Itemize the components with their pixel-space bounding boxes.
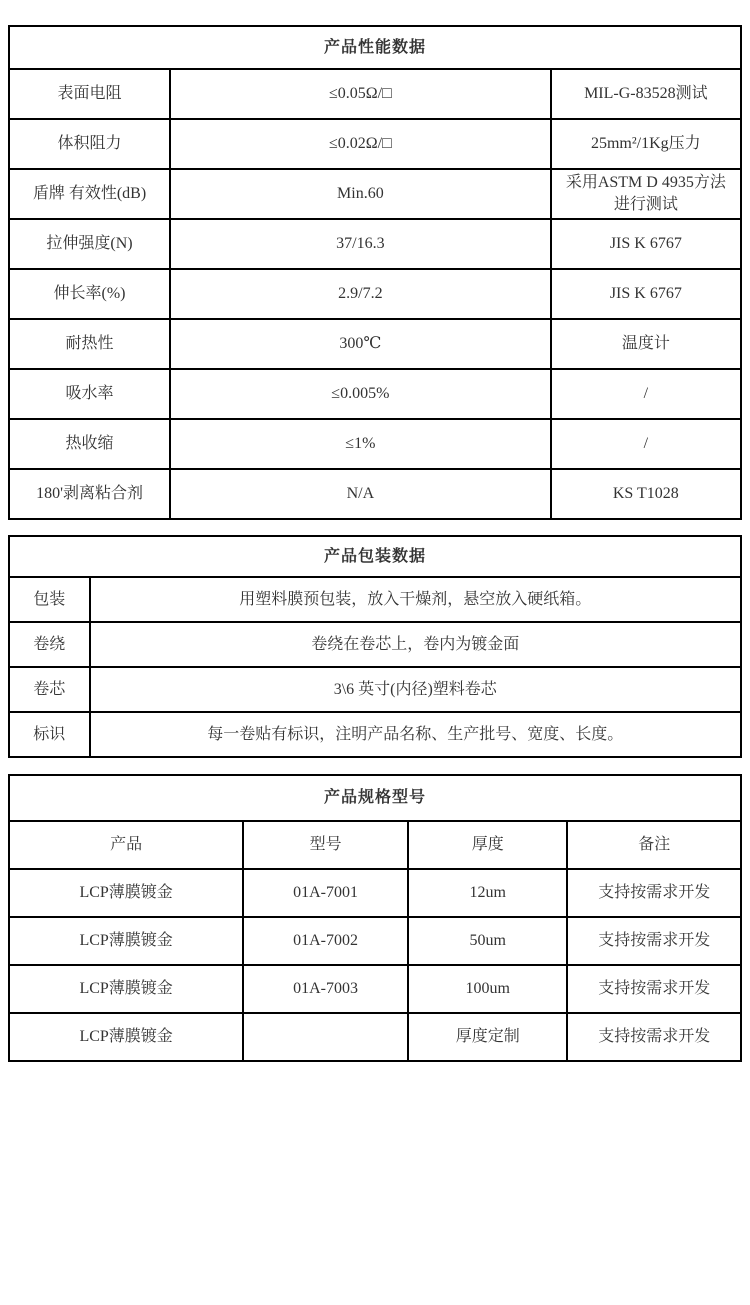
remark-cell: 支持按需求开发 — [567, 869, 741, 917]
property-name-cell: 卷芯 — [9, 667, 90, 712]
column-header-model: 型号 — [243, 821, 408, 869]
property-value-cell: ≤0.02Ω/□ — [170, 119, 551, 169]
table-row — [9, 369, 741, 419]
remark-cell: 支持按需求开发 — [567, 1013, 741, 1061]
model-cell: 01A-7001 — [243, 869, 408, 917]
table-row — [9, 419, 741, 469]
property-name-cell: 体积阻力 — [9, 119, 170, 169]
product-cell: LCP薄膜镀金 — [9, 917, 243, 965]
table-row — [9, 869, 741, 917]
table-row — [9, 69, 741, 119]
property-name-cell: 卷绕 — [9, 622, 90, 667]
spec-table-title: 产品规格型号 — [9, 775, 741, 821]
remark-cell: 采用ASTM D 4935方法进行测试 — [551, 169, 741, 219]
performance-table-title-row — [9, 26, 741, 69]
table-row — [9, 169, 741, 219]
property-value-cell: 3\6 英寸(内径)塑料卷芯 — [90, 667, 741, 712]
property-name-cell: 热收缩 — [9, 419, 170, 469]
table-row — [9, 577, 741, 622]
thickness-cell: 50um — [408, 917, 568, 965]
table-row — [9, 119, 741, 169]
property-name-cell: 盾牌 有效性(dB) — [9, 169, 170, 219]
packaging-table — [8, 535, 742, 758]
model-cell: 01A-7003 — [243, 965, 408, 1013]
property-name-cell: 表面电阻 — [9, 69, 170, 119]
model-cell: 01A-7002 — [243, 917, 408, 965]
thickness-cell: 厚度定制 — [408, 1013, 568, 1061]
table-row — [9, 712, 741, 757]
property-value-cell: Min.60 — [170, 169, 551, 219]
property-value-cell: 37/16.3 — [170, 219, 551, 269]
packaging-table-title-row — [9, 536, 741, 577]
thickness-cell: 100um — [408, 965, 568, 1013]
table-row — [9, 917, 741, 965]
performance-table — [8, 25, 742, 520]
property-name-cell: 伸长率(%) — [9, 269, 170, 319]
remark-cell: / — [551, 369, 741, 419]
remark-cell: 温度计 — [551, 319, 741, 369]
remark-cell: JIS K 6767 — [551, 219, 741, 269]
property-value-cell: 2.9/7.2 — [170, 269, 551, 319]
product-cell: LCP薄膜镀金 — [9, 965, 243, 1013]
table-row — [9, 219, 741, 269]
product-cell: LCP薄膜镀金 — [9, 1013, 243, 1061]
column-header-remark: 备注 — [567, 821, 741, 869]
table-row — [9, 319, 741, 369]
property-name-cell: 包装 — [9, 577, 90, 622]
table-row — [9, 667, 741, 712]
property-name-cell: 吸水率 — [9, 369, 170, 419]
spec-table-title-row — [9, 775, 741, 821]
property-value-cell: 每一卷贴有标识，注明产品名称、生产批号、宽度、长度。 — [90, 712, 741, 757]
property-name-cell: 耐热性 — [9, 319, 170, 369]
property-value-cell: ≤0.005% — [170, 369, 551, 419]
spec-table-header-row — [9, 821, 741, 869]
column-header-product: 产品 — [9, 821, 243, 869]
table-row — [9, 1013, 741, 1061]
property-name-cell: 180'剥离粘合剂 — [9, 469, 170, 519]
property-value-cell: 用塑料膜预包装，放入干燥剂，悬空放入硬纸箱。 — [90, 577, 741, 622]
property-value-cell: N/A — [170, 469, 551, 519]
property-name-cell: 标识 — [9, 712, 90, 757]
table-row — [9, 269, 741, 319]
column-header-thickness: 厚度 — [408, 821, 568, 869]
table-row — [9, 469, 741, 519]
remark-cell: / — [551, 419, 741, 469]
property-value-cell: 300℃ — [170, 319, 551, 369]
property-name-cell: 拉伸强度(N) — [9, 219, 170, 269]
table-row — [9, 965, 741, 1013]
thickness-cell: 12um — [408, 869, 568, 917]
remark-cell: 支持按需求开发 — [567, 917, 741, 965]
property-value-cell: ≤1% — [170, 419, 551, 469]
product-cell: LCP薄膜镀金 — [9, 869, 243, 917]
remark-cell: KS T1028 — [551, 469, 741, 519]
remark-cell: MIL-G-83528测试 — [551, 69, 741, 119]
packaging-table-title: 产品包装数据 — [9, 536, 741, 577]
property-value-cell: 卷绕在卷芯上，卷内为镀金面 — [90, 622, 741, 667]
spec-table — [8, 774, 742, 1062]
remark-cell: 25mm²/1Kg压力 — [551, 119, 741, 169]
remark-cell: 支持按需求开发 — [567, 965, 741, 1013]
table-row — [9, 622, 741, 667]
remark-cell: JIS K 6767 — [551, 269, 741, 319]
model-cell — [243, 1013, 408, 1061]
performance-table-title: 产品性能数据 — [9, 26, 741, 69]
property-value-cell: ≤0.05Ω/□ — [170, 69, 551, 119]
